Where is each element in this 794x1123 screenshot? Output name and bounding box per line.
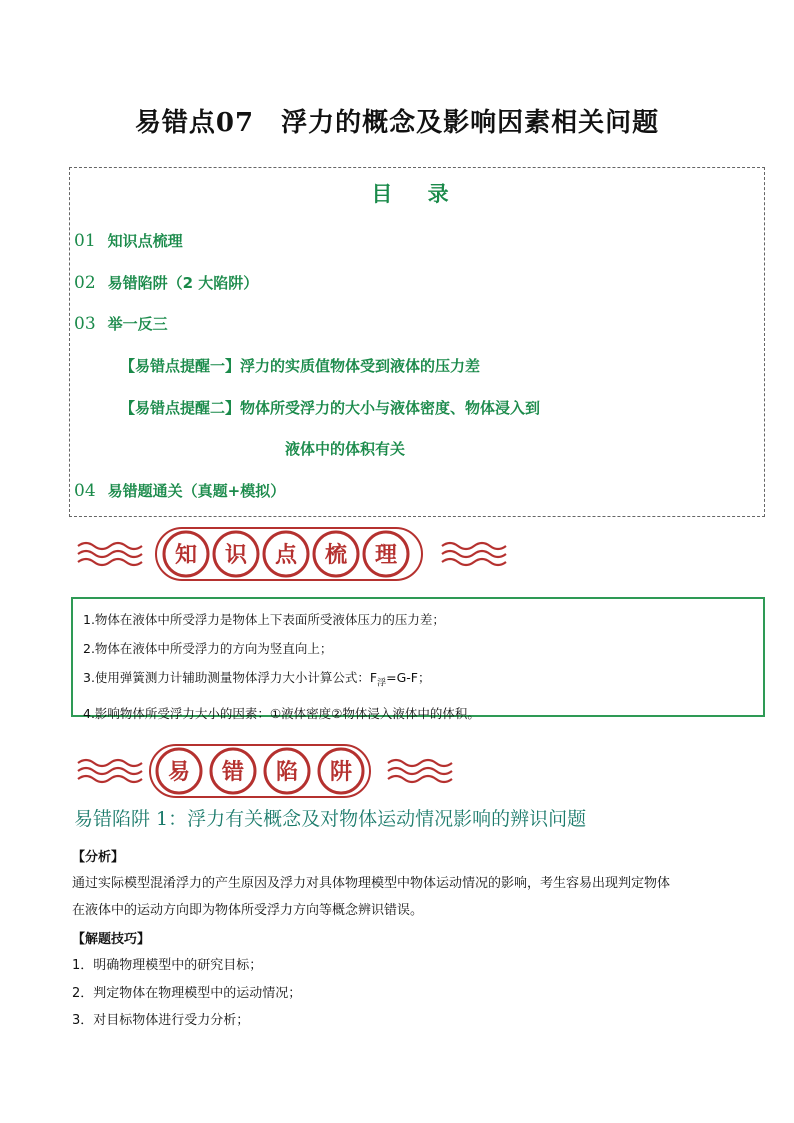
technique-label: 【解题技巧】	[72, 932, 151, 947]
wave-right-icon	[388, 760, 452, 782]
banner-char: 识	[224, 543, 248, 568]
analysis-text-line-2: 在液体中的运动方向即为物体所受浮力方向等概念辨识错误。	[72, 903, 424, 918]
banner-trap	[70, 741, 470, 801]
formula-lead: 3.使用弹簧测力计辅助测量物体浮力大小计算公式：F	[83, 670, 378, 685]
banner-char: 错	[221, 760, 245, 785]
banner-char: 点	[274, 543, 298, 568]
wave-right-icon	[442, 543, 506, 565]
toc-item-label: 易错陷阱（2 大陷阱）	[107, 274, 259, 292]
banner-char: 阱	[329, 760, 353, 785]
toc-item-label: 易错题通关（真题+模拟）	[107, 482, 286, 500]
toc-item-num: 03	[74, 314, 96, 334]
toc-reminder-2[interactable]: 【易错点提醒二】物体所受浮力的大小与液体密度、物体浸入到	[120, 399, 541, 417]
toc-item-num: 01	[74, 231, 96, 251]
technique-item-2: 2．判定物体在物理模型中的运动情况；	[72, 986, 302, 1001]
wave-left-icon	[78, 543, 142, 565]
page-title: 易错点07 浮力的概念及影响因素相关问题	[134, 108, 660, 138]
banner-char: 陷	[275, 760, 299, 785]
knowledge-point-4: 4.影响物体所受浮力大小的因素：①液体密度②物体浸入液体中的体积。	[83, 705, 480, 721]
trap-1-title: 易错陷阱 1：浮力有关概念及对物体运动情况影响的辨识问题	[74, 808, 587, 830]
toc-reminder-1[interactable]: 【易错点提醒一】浮力的实质值物体受到液体的压力差	[120, 357, 481, 375]
toc-item-num: 02	[74, 273, 96, 293]
toc-item-1[interactable]	[74, 230, 183, 251]
wave-left-icon	[78, 760, 142, 782]
toc-item-label: 举一反三	[107, 315, 168, 333]
banner-char: 易	[167, 760, 191, 785]
banner-char: 梳	[324, 543, 348, 568]
toc-item-4[interactable]	[74, 480, 285, 501]
toc-heading: 目 录	[371, 182, 463, 206]
toc-reminder-2-cont[interactable]: 液体中的体积有关	[285, 440, 406, 458]
knowledge-point-2: 2.物体在液体中所受浮力的方向为竖直向上；	[83, 641, 333, 656]
technique-item-3: 3．对目标物体进行受力分析；	[72, 1013, 250, 1028]
knowledge-point-3	[83, 663, 753, 699]
banner-char: 理	[374, 543, 398, 568]
toc-item-label: 知识点梳理	[107, 232, 183, 250]
formula-subscript: 浮	[377, 678, 387, 689]
toc-box	[69, 167, 765, 517]
toc-item-num: 04	[74, 481, 96, 501]
toc-item-2[interactable]	[74, 272, 258, 293]
technique-item-1: 1．明确物理模型中的研究目标；	[72, 958, 263, 973]
banner-knowledge	[70, 524, 520, 584]
knowledge-points-box	[71, 597, 765, 721]
banner-char: 知	[174, 543, 198, 568]
formula-tail: =G-F；	[386, 670, 431, 685]
analysis-text-line-1: 通过实际模型混淆浮力的产生原因及浮力对具体物理模型中物体运动情况的影响，考生容易出现判定物体	[72, 876, 671, 891]
analysis-label: 【分析】	[72, 850, 125, 865]
knowledge-point-1: 1.物体在液体中所受浮力是物体上下表面所受液体压力的压力差；	[83, 612, 445, 627]
toc-item-3[interactable]	[74, 313, 168, 334]
